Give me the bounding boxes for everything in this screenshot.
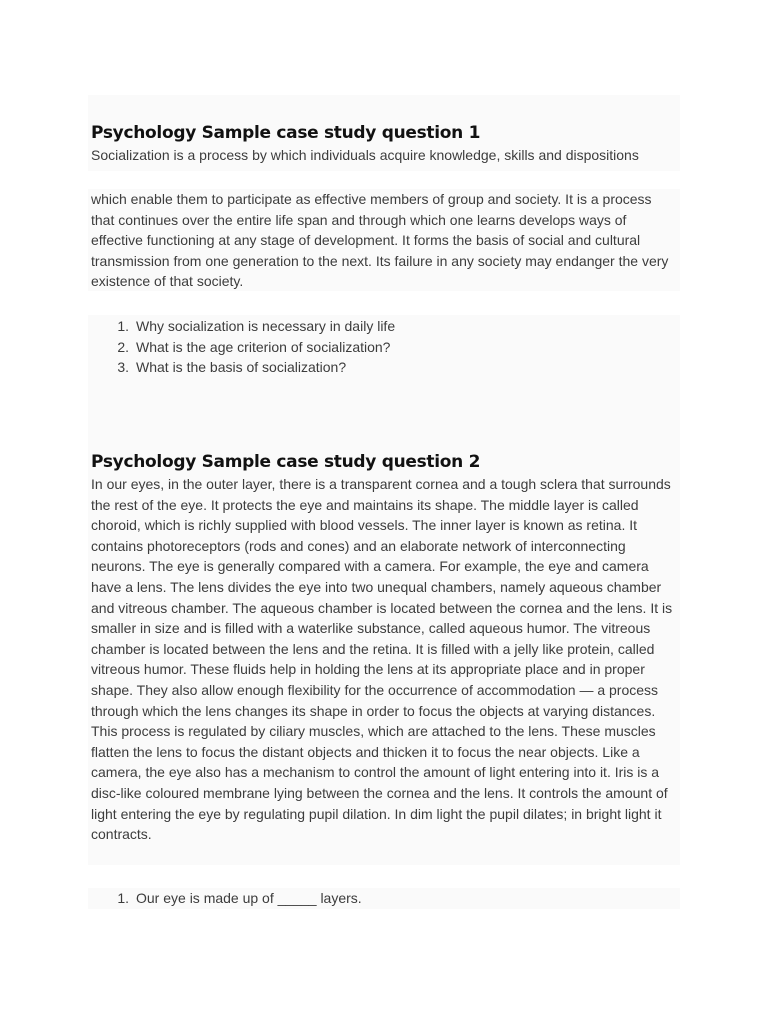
case1-question-list [91,316,676,378]
case1-body-block [88,189,680,291]
question-number: 2. [117,338,129,355]
case1-intro: Socialization is a process by which individuals acquire knowledge, skills and dispositions [91,147,639,163]
list-item [91,357,676,378]
list-item [91,316,676,337]
question-number: 1. [117,890,129,906]
case2-question-list [91,888,676,909]
case1-body: which enable them to participate as effective members of group and society. It is a process that continues over the entire life span and through which one learns develops ways of effective functioning at any stage of development. It forms the basis of social and cultural transmission from one generation to the next. Its failure in any society may endanger the very existence of that society. [91,191,669,290]
case1-questions-block [88,315,680,435]
case1-title: Psychology Sample case study question 1 [91,123,481,143]
question-text: What is the age criterion of socialization? [136,338,391,355]
question-number: 3. [117,359,129,376]
case2-questions-block [88,888,680,909]
question-text: Why socialization is necessary in daily life [136,318,396,334]
question-text: What is the basis of socialization? [136,359,347,376]
case2-body: In our eyes, in the outer layer, there is a transparent cornea and a tough sclera that surrounds the rest of the eye. It protects the eye and maintains its shape. The middle layer is called choroid, which is richly supplied with blood vessels. The inner layer is known as retina. It contains photoreceptors (rods and cones) and an elaborate network of interconnecting neurons. The eye is generally compared with a camera. For example, the eye and camera have a lens. The lens divides the eye into two unequal chambers, namely aqueous chamber and vitreous chamber. The aqueous chamber is located between the cornea and the lens. It is smaller in size and is filled with a waterlike substance, called aqueous humor. The vitreous chamber is located between the lens and the retina. It is filled with a jelly like protein, called vitreous humor. These fluids help in holding the lens at its appropriate place and in proper shape. They also allow enough flexibility for the occurrence of accommodation — a process through which the lens changes its shape in order to focus the objects at varying distances. This process is regulated by ciliary muscles, which are attached to the lens. These muscles flatten the lens to focus the distant objects and thicken it to focus the near objects. Like a camera, the eye also has a mechanism to control the amount of light entering into it. Iris is a disc-like coloured membrane lying between the cornea and the lens. It controls the amount of light entering the eye by regulating pupil dilation. In dim light the pupil dilates; in bright light it contracts. [91,476,673,843]
question-text: Our eye is made up of _____ layers. [136,890,362,906]
list-item [91,337,676,358]
question-number: 1. [117,318,129,334]
case2-title: Psychology Sample case study question 2 [91,452,481,472]
case2-block [88,435,680,865]
case1-header-block [88,95,680,171]
list-item [91,888,676,909]
